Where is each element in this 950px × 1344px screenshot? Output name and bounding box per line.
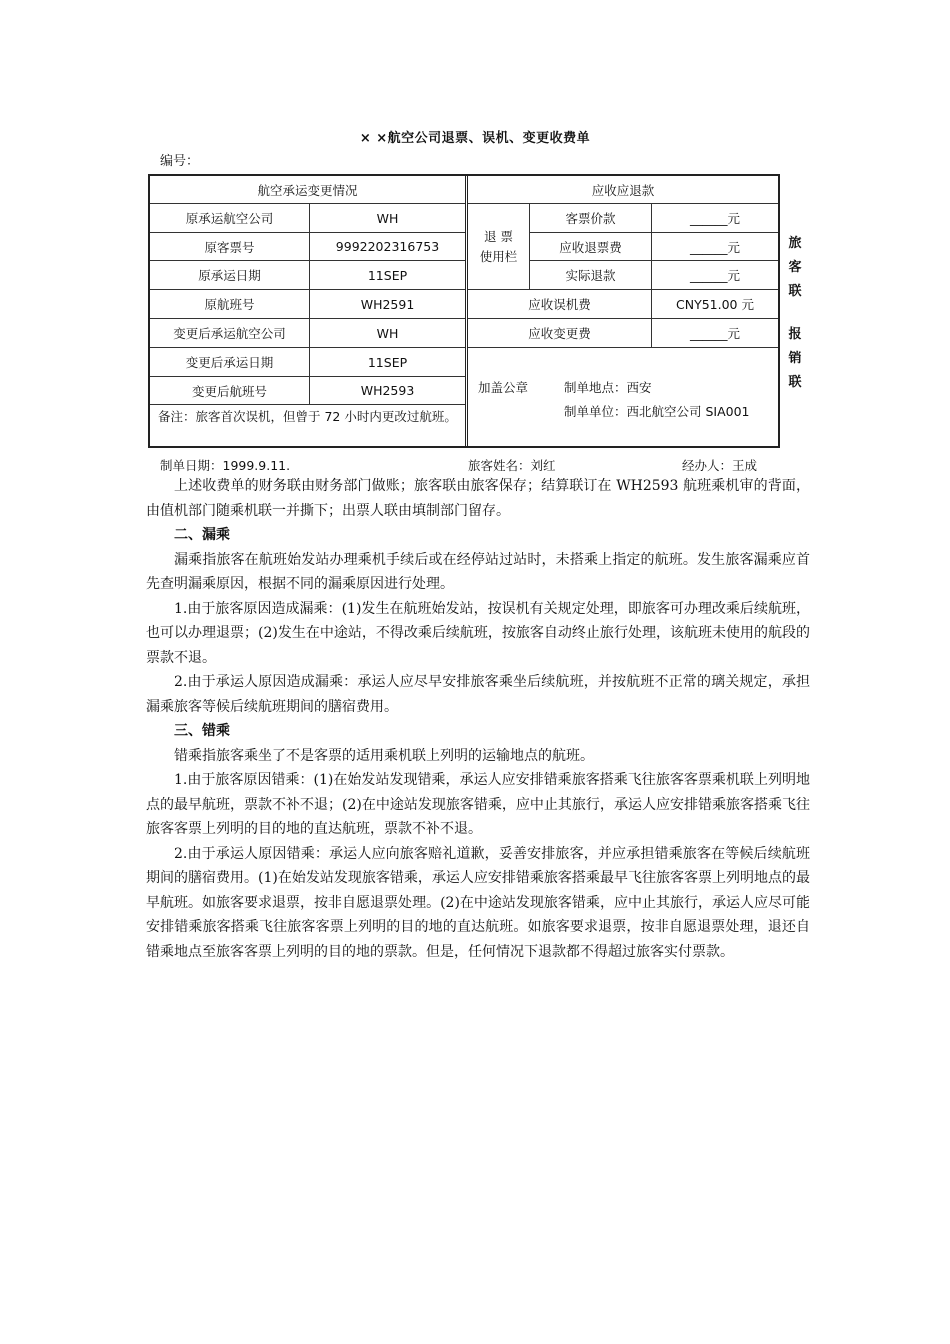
row-label: 变更后承运日期 bbox=[150, 348, 310, 377]
row-value: WH bbox=[310, 204, 465, 233]
row-label: 原承运航空公司 bbox=[150, 204, 310, 233]
handler-name: 经办人：王成 bbox=[682, 458, 758, 473]
misflight-fee-label: 应收误机费 bbox=[468, 290, 652, 319]
paragraph: 漏乘指旅客在航班始发站办理乘机手续后或在经停站过站时，未搭乘上指定的航班。发生旅客漏乘应首先查明漏乘原因，根据不同的漏乘原因进行处理。 bbox=[146, 551, 810, 592]
paragraph: 1.由于旅客原因造成漏乘：(1)发生在航班始发站，按误机有关规定处理，即旅客可办理改乘后续航班，也可以办理退票；(2)发生在中途站，不得改乘后续航班，按旅客自动终止旅行处理，该航班未使用的航段的票款不退。 bbox=[146, 600, 810, 666]
issue-date: 制单日期：1999.9.11. bbox=[160, 458, 291, 473]
paragraph: 2.由于承运人原因错乘：承运人应向旅客赔礼道歉，妥善安排旅客，并应承担错乘旅客在等候后续航班期间的膳宿费用。(1)在始发站发现旅客错乘，承运人应安排错乘旅客搭乘最早飞往旅客客票上列明地点的最早航班。如旅客要求退票，按非自愿退票处理。(2)在中途站发现旅客错乘，应中止其旅行，承运人应尽可能安排错乘旅客搭乘飞往旅客客票上列明的目的地的直达航班。如旅客要求退票，按非自愿退票处理，退还自错乘地点至旅客客票上列明的目的地的票款。但是，任何情况下退款都不得超过旅客实付票款。 bbox=[146, 845, 810, 960]
row-value: WH bbox=[310, 319, 465, 348]
change-fee-value: ______元 bbox=[652, 319, 778, 348]
carriage-change-section bbox=[150, 176, 465, 446]
paragraph: 2.由于承运人原因造成漏乘：承运人应尽早安排旅客乘坐后续航班，并按航班不正常的璃关规定，承担漏乘旅客等候后续航班期间的膳宿费用。 bbox=[146, 674, 810, 715]
refund-row-label: 实际退款 bbox=[530, 261, 652, 290]
expense-copy-label: 报 销 联 bbox=[788, 327, 802, 390]
section-heading: 二、漏乘 bbox=[174, 527, 230, 543]
row-label: 原航班号 bbox=[150, 290, 310, 319]
fee-form bbox=[148, 174, 780, 448]
refund-row-value: ______元 bbox=[652, 261, 778, 290]
refund-header: 应收应退款 bbox=[468, 176, 778, 204]
paragraph: 1.由于旅客原因错乘：(1)在始发站发现错乘，承运人应安排错乘旅客搭乘飞往旅客客票乘机联上列明地点的最早航班，票款不补不退；(2)在中途站发现旅客错乘，应中止其旅行，承运人应安排错乘旅客搭乘飞往旅客客票上列明的目的地的直达航班，票款不补不退。 bbox=[146, 772, 810, 837]
row-label: 原承运日期 bbox=[150, 261, 310, 290]
passenger-copy-label: 旅 客 联 bbox=[788, 236, 802, 299]
section-heading: 三、错乘 bbox=[174, 723, 230, 739]
seal-label: 加盖公章 bbox=[478, 380, 529, 395]
row-value: 11SEP bbox=[310, 348, 465, 377]
remark: 备注：旅客首次误机，但曾于 72 小时内更改过航班。 bbox=[158, 409, 457, 424]
row-label: 原客票号 bbox=[150, 233, 310, 261]
passenger-name: 旅客姓名：刘红 bbox=[468, 458, 556, 473]
carriage-change-header: 航空承运变更情况 bbox=[150, 176, 465, 204]
change-fee-label: 应收变更费 bbox=[468, 319, 652, 348]
row-value: WH2591 bbox=[310, 290, 465, 319]
issue-unit: 制单单位：西北航空公司 SIA001 bbox=[564, 404, 750, 419]
refund-group-label: 退 票 使用栏 bbox=[468, 204, 530, 290]
refund-section bbox=[468, 176, 778, 446]
refund-row-label: 应收退票费 bbox=[530, 233, 652, 261]
serial-number-label: 编号： bbox=[160, 154, 200, 169]
body-text bbox=[146, 474, 810, 964]
form-title: × ×航空公司退票、误机、变更收费单 bbox=[359, 131, 591, 146]
row-value: 11SEP bbox=[310, 261, 465, 290]
row-value: WH2593 bbox=[310, 377, 465, 405]
refund-row-value: ______元 bbox=[652, 233, 778, 261]
misflight-fee-value: CNY51.00 元 bbox=[652, 290, 778, 319]
refund-row-label: 客票价款 bbox=[530, 204, 652, 233]
row-value: 9992202316753 bbox=[310, 233, 465, 261]
paragraph: 上述收费单的财务联由财务部门做账；旅客联由旅客保存；结算联订在 WH2593 航班乘机审的背面，由值机部门随乘机联一并撕下；出票人联由填制部门留存。 bbox=[146, 478, 810, 519]
row-label: 变更后航班号 bbox=[150, 377, 310, 405]
issue-place: 制单地点：西安 bbox=[564, 380, 652, 395]
paragraph: 错乘指旅客乘坐了不是客票的适用乘机联上列明的运输地点的航班。 bbox=[174, 747, 594, 764]
refund-row-value: ______元 bbox=[652, 204, 778, 233]
row-label: 变更后承运航空公司 bbox=[150, 319, 310, 348]
